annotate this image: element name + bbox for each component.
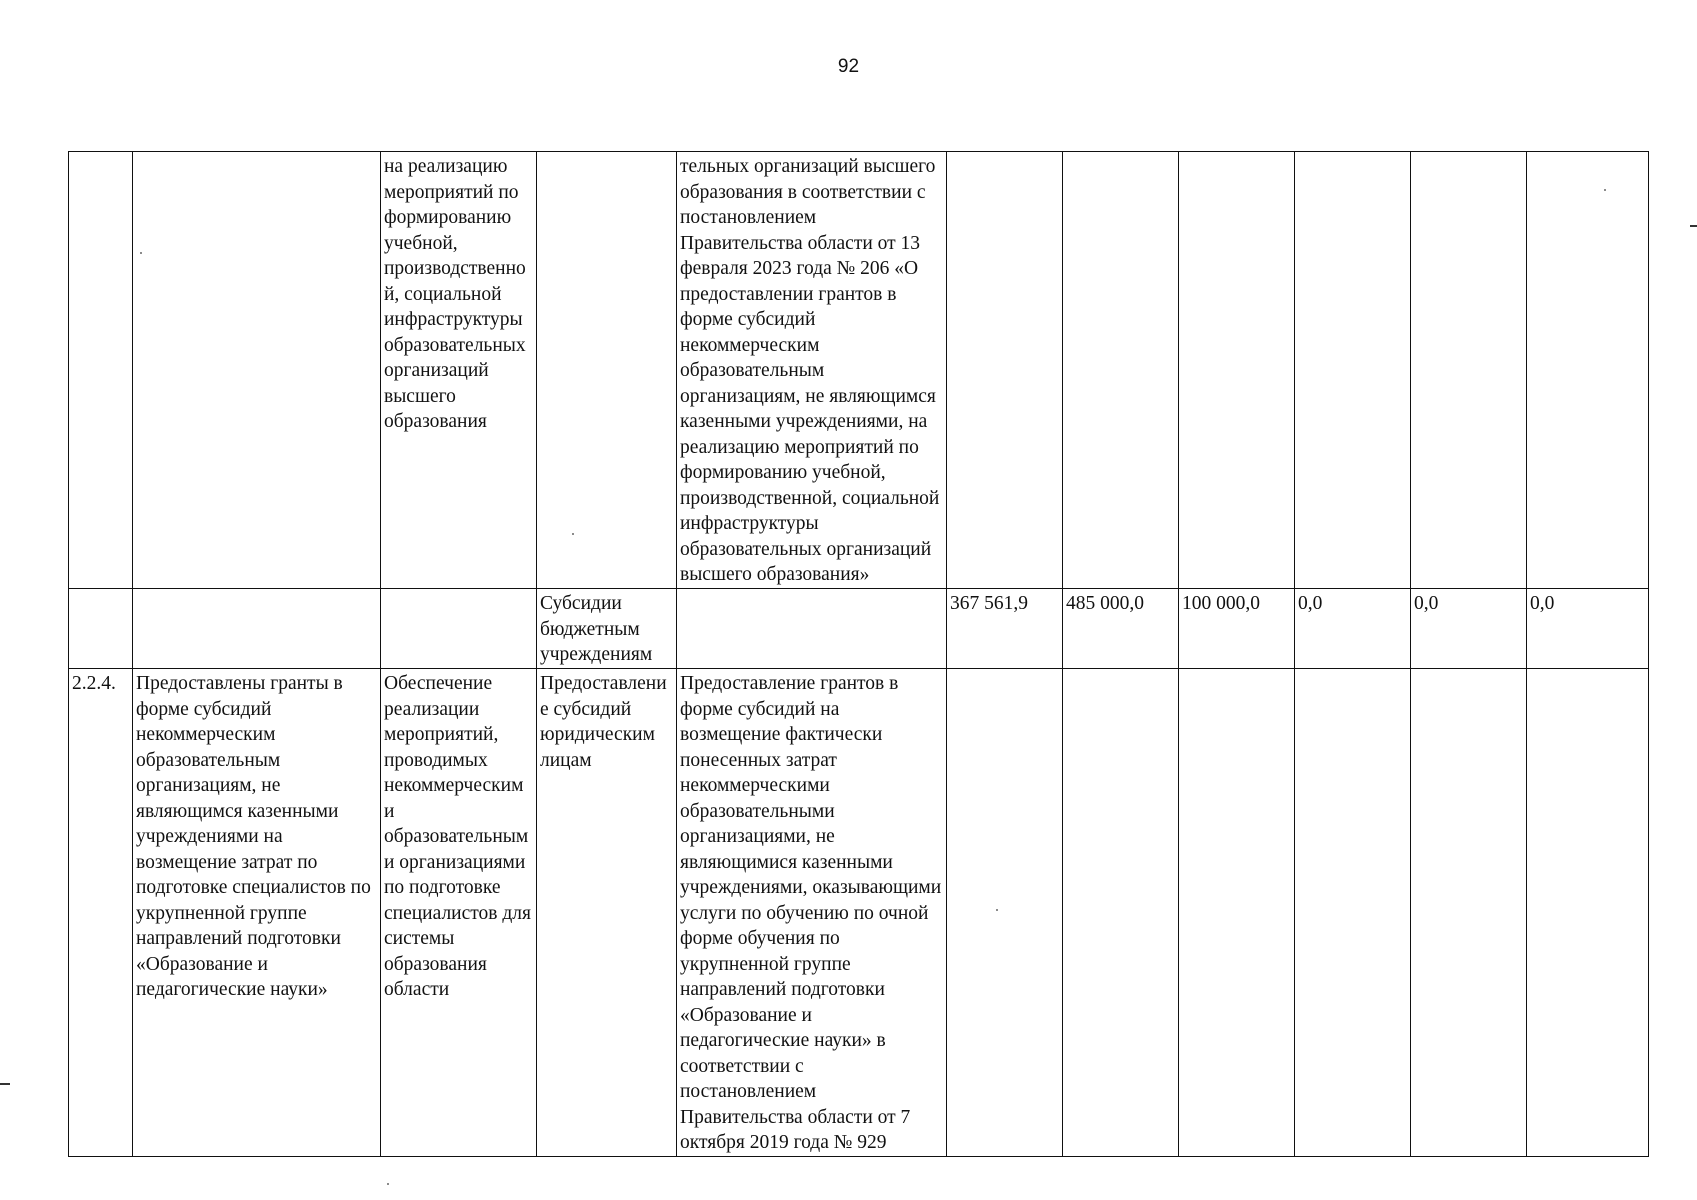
cell-value-6: 0,0 bbox=[1527, 589, 1649, 669]
cell-mechanism: Предоставление грантов в форме субсидий на возмещение фактически понесенных затрат некоммерческими образовательными организациями, не являющимися казенными учреждениями, оказывающими услуги по обучению по очной форме обучения по укрупненной группе направлений подготовки «Образование и педагогические науки» в соответствии с постановлением Правительства области от 7 октября 2019 года № 929 bbox=[677, 669, 947, 1157]
cell-result: Предоставлены гранты в форме субсидий некоммерческим образовательным организациям, не являющимся казенными учреждениями на возмещение затрат по подготовке специалистов по укрупненной группе направлений подготовки «Образование и педагогические науки» bbox=[133, 669, 381, 1157]
cell-mechanism bbox=[677, 589, 947, 669]
cell-value-2: 485 000,0 bbox=[1063, 589, 1179, 669]
scan-speck bbox=[1604, 189, 1606, 191]
table-row bbox=[69, 152, 1649, 589]
cell-type: Субсидии бюджетным учреждениям bbox=[537, 589, 677, 669]
cell-value-1 bbox=[947, 152, 1063, 589]
cell-value-3 bbox=[1179, 152, 1295, 589]
scan-speck bbox=[387, 1183, 389, 1185]
cell-result bbox=[133, 589, 381, 669]
cell-purpose: Обеспечение реализации мероприятий, проводимых некоммерческими образовательными организациями по подготовке специалистов для системы образования области bbox=[381, 669, 537, 1157]
cell-value-5 bbox=[1411, 152, 1527, 589]
scan-speck bbox=[996, 909, 998, 911]
cell-value-5: 0,0 bbox=[1411, 589, 1527, 669]
cell-value-4 bbox=[1295, 152, 1411, 589]
cell-value-4 bbox=[1295, 669, 1411, 1157]
scan-speck bbox=[140, 252, 142, 254]
program-table bbox=[68, 151, 1649, 1157]
cell-id bbox=[69, 152, 133, 589]
page-number: 92 bbox=[837, 56, 860, 77]
cell-id bbox=[69, 589, 133, 669]
cell-result bbox=[133, 152, 381, 589]
cell-value-5 bbox=[1411, 669, 1527, 1157]
cell-value-2 bbox=[1063, 152, 1179, 589]
scan-edge-mark bbox=[1690, 225, 1697, 227]
cell-value-4: 0,0 bbox=[1295, 589, 1411, 669]
table-row bbox=[69, 589, 1649, 669]
table-row bbox=[69, 669, 1649, 1157]
cell-value-6 bbox=[1527, 152, 1649, 589]
cell-type: Предоставление субсидий юридическим лицам bbox=[537, 669, 677, 1157]
cell-value-6 bbox=[1527, 669, 1649, 1157]
scan-speck bbox=[572, 533, 574, 535]
cell-value-3: 100 000,0 bbox=[1179, 589, 1295, 669]
cell-value-3 bbox=[1179, 669, 1295, 1157]
cell-purpose: на реализацию мероприятий по формированию учебной, производственной, социальной инфраструктуры образовательных организаций высшего образования bbox=[381, 152, 537, 589]
cell-value-1 bbox=[947, 669, 1063, 1157]
cell-value-1: 367 561,9 bbox=[947, 589, 1063, 669]
cell-value-2 bbox=[1063, 669, 1179, 1157]
cell-id: 2.2.4. bbox=[69, 669, 133, 1157]
cell-mechanism: тельных организаций высшего образования в соответствии с постановлением Правительства области от 13 февраля 2023 года № 206 «О предоставлении грантов в форме субсидий некоммерческим образовательным организациям, не являющимся казенными учреждениями, на реализацию мероприятий по формированию учебной, производственной, социальной инфраструктуры образовательных организаций высшего образования» bbox=[677, 152, 947, 589]
cell-purpose bbox=[381, 589, 537, 669]
scan-edge-mark bbox=[0, 1083, 10, 1085]
cell-type bbox=[537, 152, 677, 589]
